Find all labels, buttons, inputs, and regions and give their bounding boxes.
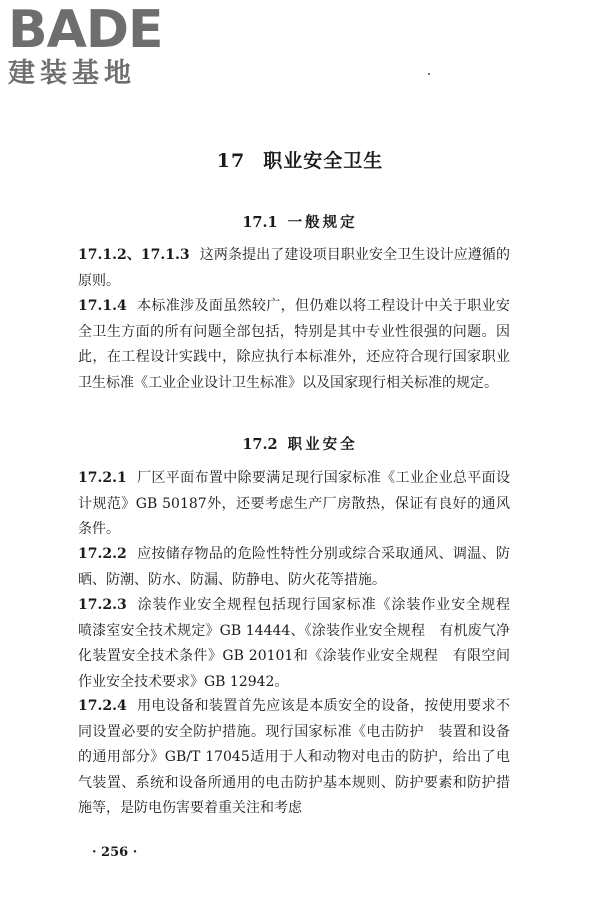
chapter-name: 职业安全卫生 [263,150,384,172]
clause-number: 17.1.2、17.1.3 [78,247,190,263]
clause-text: 这两条提出了建设项目职业安全卫生设计应遵循的原则。 [78,247,510,289]
clause-number: 17.2.2 [78,546,127,562]
clause-17-1-4 [78,294,510,396]
section-name: 职业安全 [287,436,358,453]
section-title-17-1 [0,211,600,232]
speck-mark [428,73,430,75]
section-number: 17.1 [242,214,278,231]
clause-number: 17.2.4 [78,698,127,714]
logo-subtitle: 建装基地 [8,58,136,89]
page-number: · 256 · [92,845,138,860]
clause-text: 用电设备和装置首先应该是本质安全的设备，按使用要求不同设置必要的安全防护措施。现行国家标准《电击防护 装置和设备的通用部分》GB/T 17045适用于人和动物对电击的防护，给出了电气装置、系统和设备所通用的电击防护基本规则、防护要素和防护措施等，是防电伤害要着重关注和考虑 [78,698,510,816]
section-name: 一般规定 [287,214,358,231]
clause-17-2-1 [78,466,510,543]
clause-17-2-2 [78,542,510,593]
section-title-17-2 [0,433,600,454]
clause-text: 厂区平面布置中除要满足现行国家标准《工业企业总平面设计规范》GB 50187外，还要考虑生产厂房散热，保证有良好的通风条件。 [78,470,510,537]
clause-17-2-3 [78,593,524,695]
clause-text: 应按储存物品的危险性特性分别或综合采取通风、调温、防晒、防潮、防水、防漏、防静电、防火花等措施。 [78,546,510,588]
chapter-number: 17 [216,150,246,172]
clause-17-1-2 [78,243,510,294]
clause-number: 17.2.3 [78,597,127,613]
clause-text: 本标准涉及面虽然较广，但仍难以将工程设计中关于职业安全卫生方面的所有问题全部包括，特别是其中专业性很强的问题。因此，在工程设计实践中，除应执行本标准外，还应符合现行国家职业卫生标准《工业企业设计卫生标准》以及国家现行相关标准的规定。 [78,298,510,391]
chapter-title [0,146,600,173]
section-number: 17.2 [242,436,278,453]
clause-number: 17.1.4 [78,298,127,314]
logo-brand-text: BADE [8,0,163,60]
brand-logo [8,0,178,90]
clause-17-2-4 [78,694,510,822]
clause-number: 17.2.1 [78,470,127,486]
clause-text: 涂装作业安全规程包括现行国家标准《涂装作业安全规程 喷漆室安全技术规定》GB 14444、《涂装作业安全规程 有机废气净化装置安全技术条件》GB 20101和《涂装作业安全规程 有限空间作业安全技术要求》GB 12942。 [78,597,524,690]
